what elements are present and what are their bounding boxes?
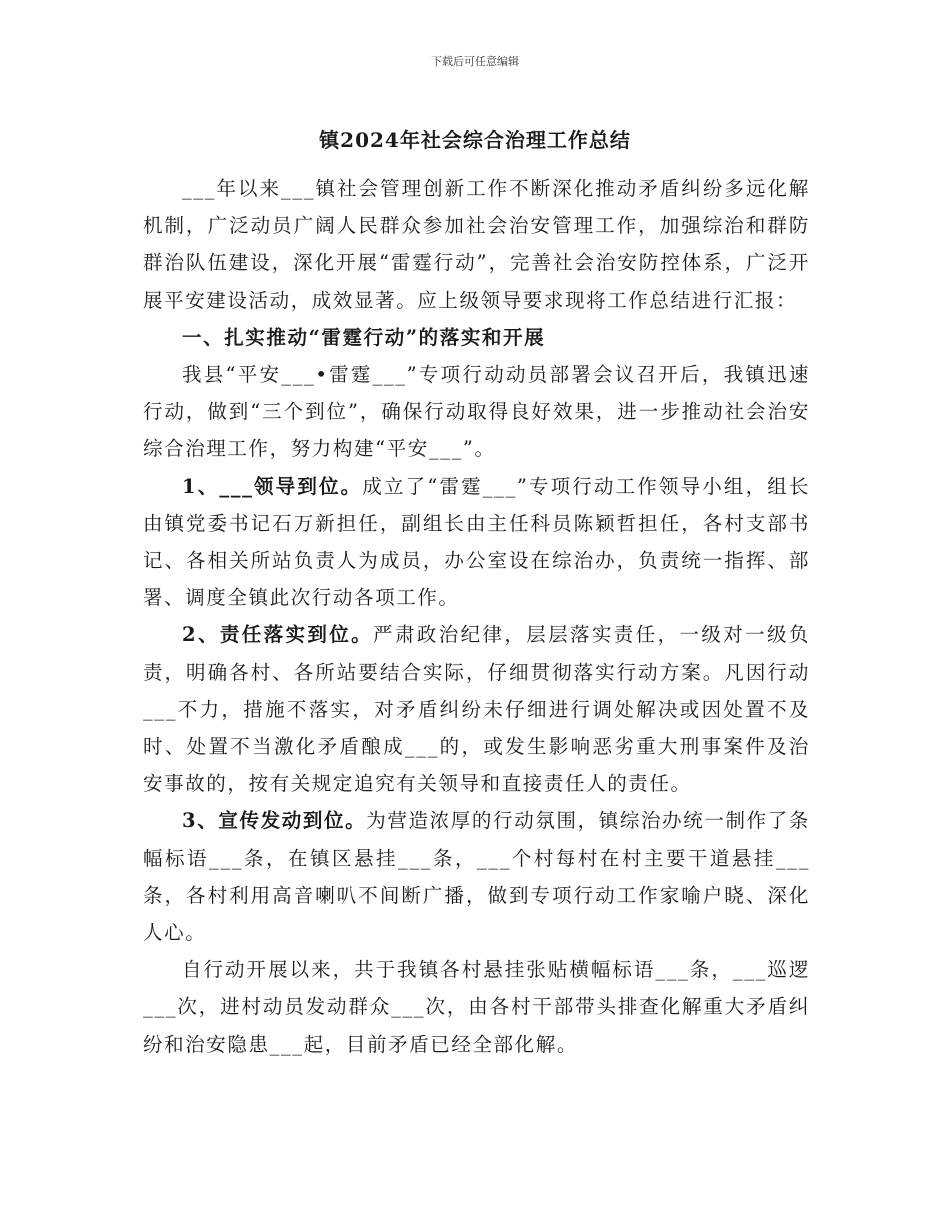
document-body: [143, 170, 810, 1063]
item-2-text: 严肃政治纪律，层层落实责任，一级对一级负责，明确各村、各所站要结合实际，仔细贯彻落实行动方案。凡因行动___不力，措施不落实，对矛盾纠纷未仔细进行调处解决或因处置不及时、处置不当激化矛盾酿成___的，或发生影响恶劣重大刑事案件及治安事故的，按有关规定追究有关领导和直接责任人的责任。: [143, 623, 810, 796]
item-1-lead: 1、___领导到位。: [182, 474, 363, 498]
item-1-text: 成立了“雷霆___”专项行动工作领导小组，组长由镇党委书记石万新担任，副组长由主任科员陈颖哲担任，各村支部书记、各相关所站负责人为成员，办公室设在综治办，负责统一指挥、部署、调度全镇此次行动各项工作。: [143, 474, 810, 610]
summary-paragraph: 自行动开展以来，共于我镇各村悬挂张贴横幅标语___条，___巡逻___次，进村动员发动群众___次，由各村干部带头排查化解重大矛盾纠纷和治安隐患___起，目前矛盾已经全部化解。: [143, 958, 810, 1056]
item-3-paragraph: [143, 802, 810, 951]
header-note: 下载后可任意编辑: [431, 55, 519, 68]
document-title: 镇2024年社会综合治理工作总结: [319, 128, 631, 152]
item-1-paragraph: [143, 468, 810, 617]
item-2-paragraph: [143, 616, 810, 802]
intro-paragraph: ___年以来___镇社会管理创新工作不断深化推动矛盾纠纷多远化解机制，广泛动员广阔人民群众参加社会治安管理工作，加强综治和群防群治队伍建设，深化开展“雷霆行动”，完善社会治安防控体系，广泛开展平安建设活动，成效显著。应上级领导要求现将工作总结进行汇报：: [143, 177, 810, 312]
item-3-lead: 3、宣传发动到位。: [182, 809, 367, 833]
section-heading-1: 一、扎实推动“雷霆行动”的落实和开展: [182, 325, 546, 349]
section-1-paragraph: 我县“平安___•雷霆___”专项行动动员部署会议召开后，我镇迅速行动，做到“三个到位”，确保行动取得良好效果，进一步推动社会治安综合治理工作，努力构建“平安___”。: [143, 363, 810, 461]
item-3-text: 为营造浓厚的行动氛围，镇综治办统一制作了条幅标语___条，在镇区悬挂___条，___个村每村在村主要干道悬挂___条，各村利用高音喇叭不间断广播，做到专项行动工作家喻户晓、深化人心。: [143, 809, 811, 945]
item-2-lead: 2、责任落实到位。: [182, 623, 374, 647]
